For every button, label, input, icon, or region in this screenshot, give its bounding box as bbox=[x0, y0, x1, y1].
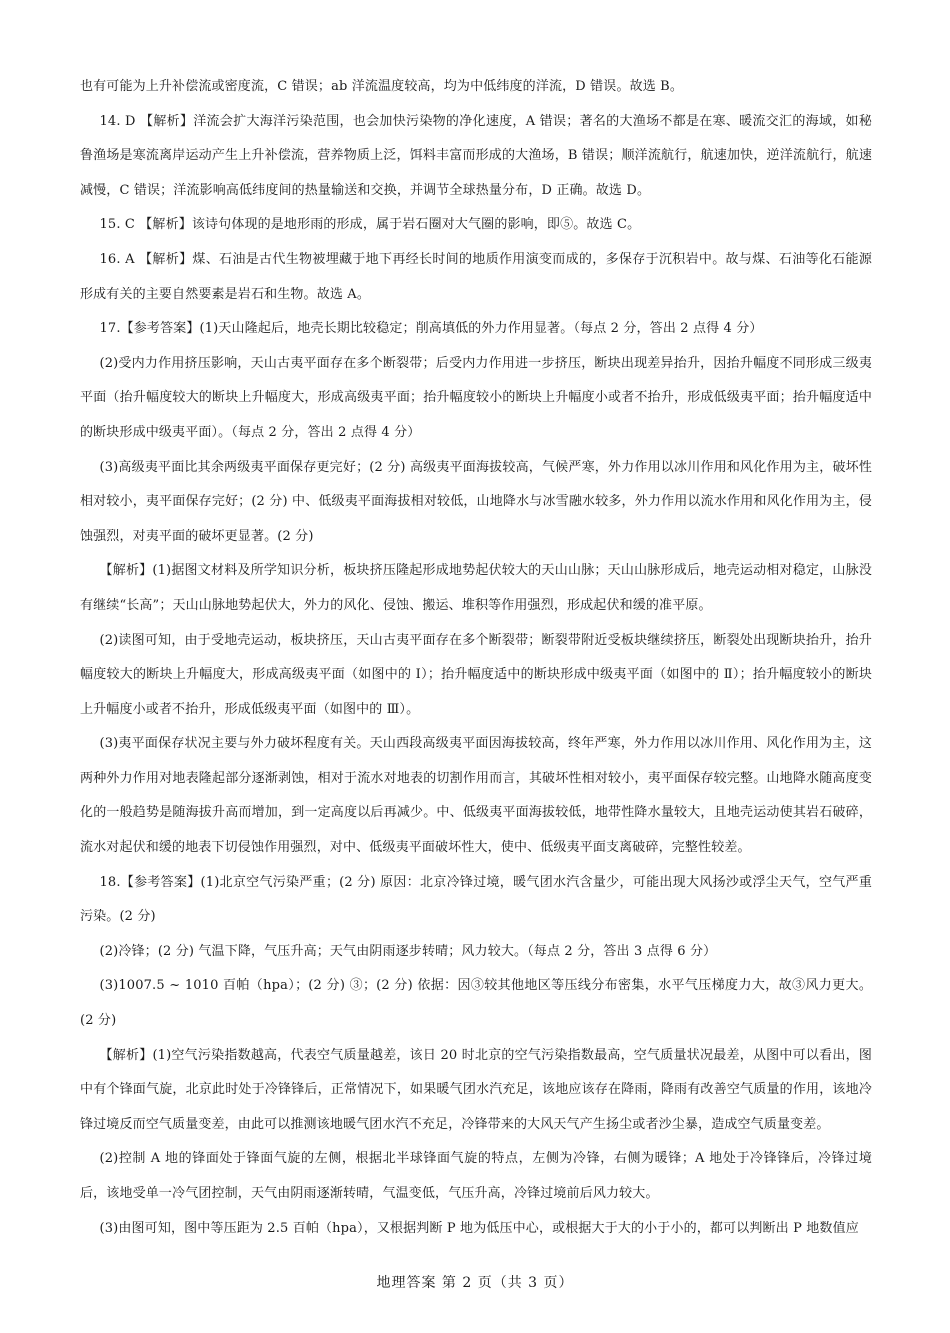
paragraph: 也有可能为上升补偿流或密度流，C 错误；ab 洋流温度较高，均为中低纬度的洋流，D 错误。故选 B。 bbox=[80, 79, 684, 94]
analysis-18-part2: (2)控制 A 地的锋面处于锋面气旋的左侧，根据北半球锋面气旋的特点，左侧为冷锋，右侧为暖锋；A 地处于冷锋锋后，冷锋过境后，该地受单一冷气团控制，天气由阴雨逐渐转晴，气温变低，气压升高，冷锋过境前后风力较大。 bbox=[80, 1151, 872, 1201]
page-footer: 地理答案 第 2 页（共 3 页） bbox=[376, 1275, 574, 1291]
answer-18-part1: 18.【参考答案】(1)北京空气污染严重；(2 分) 原因：北京冷锋过境，暖气团水汽含量少，可能出现大风扬沙或浮尘天气，空气严重污染。(2 分) bbox=[80, 874, 872, 925]
analysis-17-part3: (3)夷平面保存状况主要与外力破坏程度有关。天山西段高级夷平面因海拔较高，终年严寒，外力作用以冰川作用、风化作用为主，这两种外力作用对地表隆起部分逐渐剥蚀，相对于流水对地表的切割作用而言，其破坏性相对较小，夷平面保存较完整。山地降水随高度变化的一般趋势是随海拔升高而增加，到一定高度以后再减少。中、低级夷平面海拔较低，地带性降水量较大，且地壳运动使其岩石破碎，流水对起伏和缓的地表下切侵蚀作用强烈，对中、低级夷平面破坏性大，使中、低级夷平面支离破碎，完整性较差。 bbox=[80, 736, 872, 856]
answer-17-part2: (2)受内力作用挤压影响，天山古夷平面存在多个断裂带；后受内力作用进一步挤压，断块出现差异抬升，因抬升幅度不同形成三级夷平面（抬升幅度较大的断块上升幅度大，形成高级夷平面；抬升幅度较小的断块上升幅度小或者不抬升，形成低级夷平面；抬升幅度适中的断块形成中级夷平面）。（每点 2 分，答出 2 点得 4 分） bbox=[80, 355, 872, 440]
answer-15: 15. C 【解析】该诗句体现的是地形雨的形成，属于岩石圈对大气圈的影响，即⑤。故选 C。 bbox=[99, 217, 641, 233]
answer-18-part2: (2)冷锋；(2 分) 气温下降，气压升高；天气由阴雨逐步转晴；风力较大。（每点 2 分，答出 3 点得 6 分） bbox=[99, 943, 717, 959]
analysis-17-part2: (2)读图可知，由于受地壳运动，板块挤压，天山古夷平面存在多个断裂带；断裂带附近受板块继续挤压，断裂处出现断块抬升，抬升幅度较大的断块上升幅度大，形成高级夷平面（如图中的 Ⅰ）；抬升幅度适中的断块形成中级夷平面（如图中的 Ⅱ）；抬升幅度较小的断块上升幅度小或者不抬升，形成低级夷平面（如图中的 Ⅲ）。 bbox=[80, 632, 872, 717]
analysis-17-part1: 【解析】(1)据图文材料及所学知识分析，板块挤压隆起形成地势起伏较大的天山山脉；天山山脉形成后，地壳运动相对稳定，山脉没有继续“长高”；天山山脉地势起伏大，外力的风化、侵蚀、搬运、堆积等作用强烈，形成起伏和缓的准平原。 bbox=[80, 563, 872, 613]
answer-18-part3: (3)1007.5 ~ 1010 百帕（hpa）；(2 分) ③；(2 分) 依据：因③较其他地区等压线分布密集，水平气压梯度力大，故③风力更大。(2 分) bbox=[80, 978, 872, 1029]
answer-17-part1: 17.【参考答案】(1)天山隆起后，地壳长期比较稳定；削高填低的外力作用显著。（每点 2 分，答出 2 点得 4 分） bbox=[99, 321, 763, 337]
answer-17-part3: (3)高级夷平面比其余两级夷平面保存更完好；(2 分) 高级夷平面海拔较高，气候严寒，外力作用以冰川作用和风化作用为主，破坏性相对较小，夷平面保存完好；(2 分) 中、低级夷平面海拔相对较低，山地降水与冰雪融水较多，外力作用以流水作用和风化作用为主，侵蚀强烈，对夷平面的破坏更显著。(2 分) bbox=[80, 459, 872, 544]
answer-16: 16. A 【解析】煤、石油是古代生物被埋藏于地下再经长时间的地质作用演变而成的，多保存于沉积岩中。故与煤、石油等化石能源形成有关的主要自然要素是岩石和生物。故选 A。 bbox=[80, 251, 872, 302]
analysis-18-part1: 【解析】(1)空气污染指数越高，代表空气质量越差，该日 20 时北京的空气污染指数最高，空气质量状况最差，从图中可以看出，图中有个锋面气旋，北京此时处于冷锋锋后，正常情况下，如果暖气团水汽充足，该地应该存在降雨，降雨有改善空气质量的作用，该地冷锋过境反而空气质量变差，由此可以推测该地暖气团水汽不充足，冷锋带来的大风天气产生扬尘或者沙尘暴，造成空气质量变差。 bbox=[80, 1047, 872, 1132]
answer-document bbox=[80, 70, 872, 1246]
answer-14: 14. D 【解析】洋流会扩大海洋污染范围，也会加快污染物的净化速度，A 错误；著名的大渔场不都是在寒、暖流交汇的海域，如秘鲁渔场是寒流离岸运动产生上升补偿流，营养物质上泛，饵料丰富而形成的大渔场，B 错误；顺洋流航行，航速加快，逆洋流航行，航速减慢，C 错误；洋流影响高低纬度间的热量输送和交换，并调节全球热量分布，D 正确。故选 D。 bbox=[80, 113, 872, 198]
analysis-18-part3: (3)由图可知，图中等压距为 2.5 百帕（hpa），又根据判断 P 地为低压中心，或根据大于大的小于小的，都可以判断出 P 地数值应 bbox=[99, 1220, 859, 1236]
